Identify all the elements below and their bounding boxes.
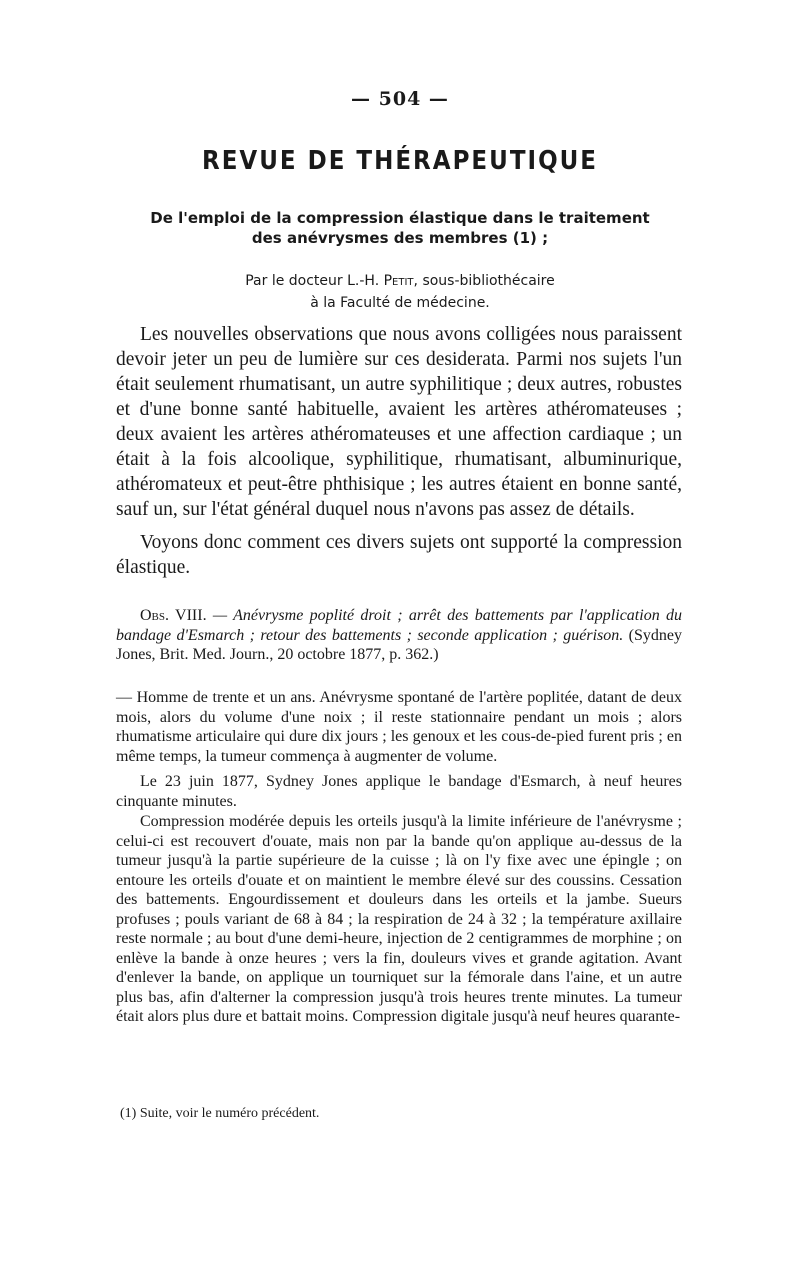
journal-header: REVUE DE THÉRAPEUTIQUE (201, 146, 599, 176)
paragraph-case-history: — Homme de trente et un ans. Anévrysme spontané de l'artère poplitée, datant de deux mois, alors du volume d'une noix ; il reste stationnaire pendant un mois ; alors rhumatisme articulaire qui dure dix jours ; les genoux et les cous-de-pied furent pris ; en même temps, la tumeur commença à augmenter de volume. (116, 689, 682, 765)
article-title-line2: des anévrysmes des membres (1) ; (251, 229, 549, 247)
author-name: L.-H. Petit (347, 273, 414, 289)
paragraph-compression: Compression modérée depuis les orteils jusqu'à la limite inférieure de l'anévrysme ; celui-ci est recouvert d'ouate, mais non par la bande qu'on applique au-dessus de la tumeur jusqu'à la partie supérieure de la cuisse ; là on l'y fixe avec une épingle ; on entoure les orteils d'ouate et on maintient le membre élevé sur des coussins. Cessation des battements. Engourdissement et douleurs dans les orteils et la jambe. Sueurs profuses ; pouls variant de 68 à 84 ; la respiration de 24 à 32 ; la température axillaire reste normale ; au bout d'une demi-heure, injection de 2 centigrammes de morphine ; on enlève la bande à onze heures ; vers la fin, douleurs vives et grande agitation. Avant d'enlever la bande, on applique un tourniquet sur la fémorale dans l'aine, et un autre plus bas, afin d'alterner la compression jusqu'à trois heures trente minutes. La tumeur était alors plus dure et battait moins. Compression digitale jusqu'à neuf heures quarante- (116, 813, 682, 1025)
observation-title: — Anévrysme poplité droit ; arrêt des battements par l'application du bandage d'Esmarch ; retour des battements ; seconde application ; guérison. (116, 607, 682, 644)
paragraph-intro: Les nouvelles observations que nous avons colligées nous paraissent devoir jeter un peu de lumière sur ces desiderata. Parmi nos sujets l'un était seulement rhumatisant, un autre syphilitique ; deux autres, robustes et d'une bonne santé habituelle, avaient les artères athéromateuses ; deux avaient les artères athéromateuses et une affection cardiaque ; un était à la fois alcoolique, syphilitique, rhumatisant, albuminurique, athéromateux et peut-être phthisique ; les autres étaient en bonne santé, sauf un, sur l'état général duquel nous n'avons pas assez de détails. (116, 324, 682, 520)
observation-label: Obs. VIII. (140, 607, 207, 624)
author-line2: à la Faculté de médecine. (310, 295, 490, 311)
observation-source: (Sydney Jones, Brit. Med. Journ., 20 octobre 1877, p. 362.) (116, 626, 683, 663)
article-title-line1: De l'emploi de la compression élastique dans le traitement (150, 209, 650, 227)
observation-heading (116, 606, 682, 665)
paragraph-date: Le 23 juin 1877, Sydney Jones applique le bandage d'Esmarch, à neuf heures cinquante minutes. (116, 773, 682, 810)
footnote: (1) Suite, voir le numéro précédent. (120, 1106, 320, 1121)
author-line1 (140, 270, 660, 292)
article-title (120, 208, 680, 248)
author-prefix: Par le docteur (245, 273, 348, 289)
author-block (140, 270, 660, 314)
paragraph-transition: Voyons donc comment ces divers sujets ont supporté la compression élastique. (116, 532, 682, 578)
page-number: — 504 — (351, 88, 449, 110)
author-suffix: , sous-bibliothécaire (413, 273, 555, 289)
